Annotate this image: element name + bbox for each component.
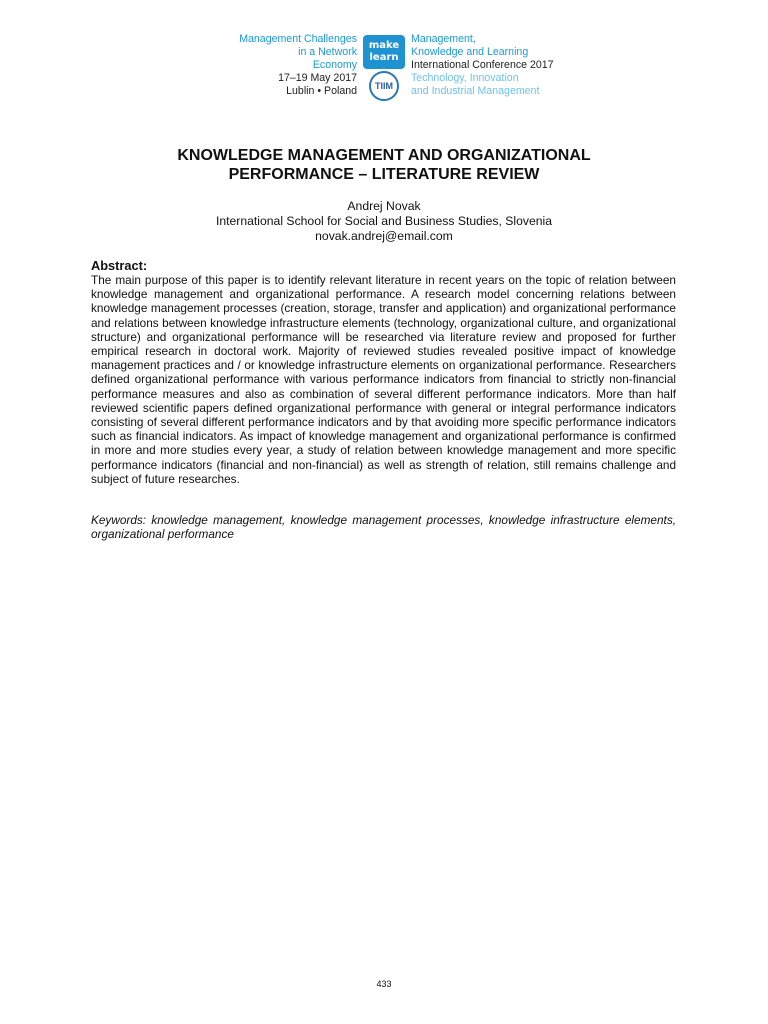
paper-title-line: KNOWLEDGE MANAGEMENT AND ORGANIZATIONAL bbox=[177, 147, 591, 164]
author-block bbox=[90, 199, 678, 244]
paper-title-line: PERFORMANCE – LITERATURE REVIEW bbox=[228, 166, 540, 183]
logo-tiim-text: TIIM bbox=[375, 81, 393, 91]
conference-name-line: and Industrial Management bbox=[411, 85, 540, 97]
conference-name-line: Knowledge and Learning bbox=[411, 46, 529, 58]
paper-title bbox=[90, 146, 678, 184]
logo-learn-text: learn bbox=[369, 52, 399, 63]
conference-name-line: in a Network bbox=[298, 46, 357, 58]
abstract-heading: Abstract: bbox=[91, 258, 148, 273]
conference-name-line: International Conference 2017 bbox=[411, 59, 554, 71]
conference-name-line: Management Challenges bbox=[239, 33, 357, 45]
conference-header-right bbox=[411, 33, 611, 98]
tiim-logo bbox=[369, 71, 399, 101]
conference-name-line: Economy bbox=[312, 59, 357, 71]
author-affiliation: International School for Social and Business Studies, Slovenia bbox=[215, 214, 553, 228]
conference-header-left bbox=[200, 33, 357, 98]
conference-location: Lublin • Poland bbox=[286, 85, 357, 97]
conference-logo bbox=[363, 35, 405, 103]
keywords: Keywords: knowledge management, knowledge management processes, knowledge infrastructure elements, organizational performance bbox=[91, 513, 676, 542]
logo-make-text: make bbox=[368, 40, 400, 51]
conference-name-line: Management, bbox=[411, 33, 476, 45]
author-name: Andrej Novak bbox=[347, 199, 421, 213]
conference-date: 17–19 May 2017 bbox=[278, 72, 357, 84]
author-email: novak.andrej@email.com bbox=[315, 229, 453, 243]
abstract-text: The main purpose of this paper is to identify relevant literature in recent years on the topic of relation between knowledge management and organizational performance. A research model concerning relations between knowledge management processes (creation, storage, transfer and application) and organizational performance and relations between knowledge infrastructure elements (technology, organizational culture, and organizational structure) and organizational performance will be researched via literature review and proposed for further empirical research in doctoral work. Majority of reviewed studies revealed positive impact of knowledge management practices and / or knowledge infrastructure elements on organizational performance. Researchers defined organizational performance with various performance indicators from financial to strictly non-financial performance measures and also as combination of several different performance indicators. More than half reviewed scientific papers defined organizational performance with general or integral performance indicators consisting of several different performance indicators and by that avoiding more specific performance indicators such as financial indicators. As impact of knowledge management and organizational performance is confirmed in more and more studies every year, a study of relation between knowledge management and more specific performance indicators (financial and non-financial) as well as strength of relation, still remains challenge and subject of future researches. bbox=[91, 273, 676, 486]
make-learn-logo bbox=[363, 35, 405, 69]
page-number: 433 bbox=[376, 979, 392, 989]
conference-name-line: Technology, Innovation bbox=[411, 72, 519, 84]
